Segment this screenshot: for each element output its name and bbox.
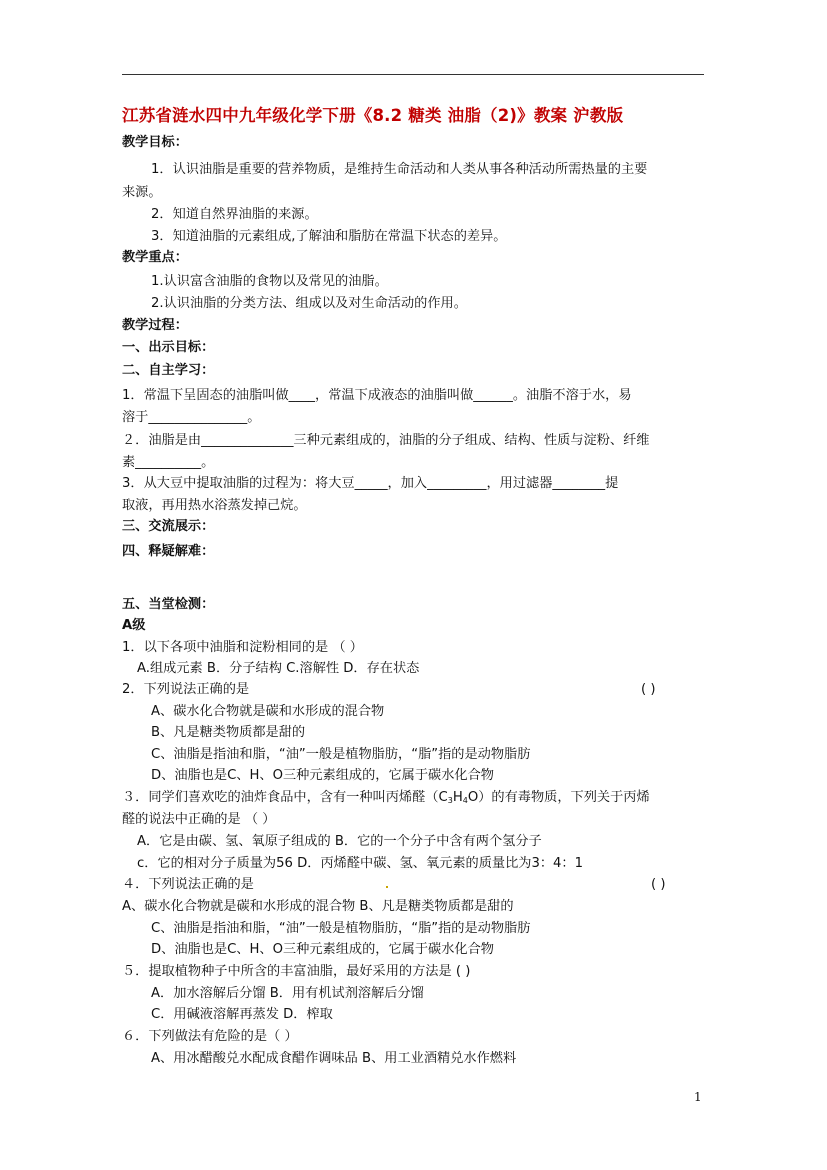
goals-heading: 教学目标： [122,135,188,150]
step-1-heading: 一、出示目标： [122,340,215,355]
question-5-options-ab: A．加水溶解后分馏 B．用有机试剂溶解后分馏 [151,986,424,1001]
question-5-options-cd: C．用碱液溶解再蒸发 D．榨取 [151,1007,333,1022]
question-1: 1．以下各项中油脂和淀粉相同的是 （ ） [122,640,363,655]
question-3-line-b: 醛的说法中正确的是 （ ） [122,812,276,827]
document-title: 江苏省涟水四中九年级化学下册《8.2 糖类 油脂（2)》教案 沪教版 [122,106,624,125]
question-4-option-d: D、油脂也是C、H、O三种元素组成的，它属于碳水化合物 [151,942,494,957]
study-item-3-line-a: 3．从大豆中提取油脂的过程为：将大豆_____，加入_________，用过滤器________提 [122,476,619,491]
goal-2: 2．知道自然界油脂的来源。 [151,207,318,222]
question-4: ４．下列说法正确的是 [122,877,254,892]
focus-2: 2.认识油脂的分类方法、组成以及对生命活动的作用。 [151,296,467,311]
step-5-heading: 五、当堂检测： [122,597,215,612]
q3-text-pre: ３．同学们喜欢吃的油炸食品中，含有一种叫丙烯醛（C [122,790,448,805]
question-6: ６．下列做法有危险的是（ ） [122,1029,298,1044]
question-3-options-ab: A．它是由碳、氢、氧原子组成的 B．它的一个分子中含有两个氢分子 [137,834,542,849]
goal-1-line-a: 1．认识油脂是重要的营养物质，是维持生命活动和人类从事各种活动所需热量的主要 [151,162,648,177]
question-2-option-b: B、凡是糖类物质都是甜的 [151,725,306,740]
page-number: 1 [694,1090,702,1104]
step-2-heading: 二、自主学习： [122,363,215,378]
focus-heading: 教学重点： [122,250,188,265]
question-4-answer-paren: ( ) [651,877,666,892]
question-2: 2．下列说法正确的是 [122,682,250,697]
study-item-2-line-a: ２．油脂是由______________三种元素组成的，油脂的分子组成、结构、性质与淀粉、纤维 [122,433,650,448]
header-rule [122,74,704,75]
question-2-option-c: C、油脂是指油和脂，“油”一般是植物脂肪，“脂”指的是动物脂肪 [151,747,531,762]
study-item-1-line-a: 1．常温下呈固态的油脂叫做____，常温下成液态的油脂叫做______。油脂不溶于水，易 [122,388,632,403]
stray-dot [386,886,388,888]
study-item-1-line-b: 溶于_______________。 [122,410,261,425]
q3-text-mid: H [452,790,463,805]
step-3-heading: 三、交流展示： [122,519,215,534]
level-label: A级 [122,618,146,633]
goal-3: 3．知道油脂的元素组成,了解油和脂肪在常温下状态的差异。 [151,229,507,244]
question-2-answer-paren: ( ) [641,682,656,697]
q3-text-post: O）的有毒物质，下列关于丙烯 [467,790,650,805]
question-6-options-ab: A、用冰醋酸兑水配成食醋作调味品 B、用工业酒精兑水作燃料 [151,1051,517,1066]
q3-subscript-carbon: 3 [447,796,453,805]
question-4-options-ab: A、碳水化合物就是碳和水形成的混合物 B、凡是糖类物质都是甜的 [122,899,514,914]
question-5: ５．提取植物种子中所含的丰富油脂，最好采用的方法是 ( ) [122,964,471,979]
question-2-option-a: A、碳水化合物就是碳和水形成的混合物 [151,704,385,719]
focus-1: 1.认识富含油脂的食物以及常见的油脂。 [151,274,388,289]
question-3-line-a [122,789,650,810]
q3-subscript-hydrogen: 4 [462,796,468,805]
study-item-3-line-b: 取液，再用热水浴蒸发掉己烷。 [122,498,307,513]
question-1-options: A.组成元素 B．分子结构 C.溶解性 D．存在状态 [137,661,420,676]
goal-1-line-b: 来源。 [122,185,162,200]
process-heading: 教学过程： [122,318,188,333]
question-2-option-d: D、油脂也是C、H、O三种元素组成的，它属于碳水化合物 [151,768,494,783]
question-3-options-cd: c．它的相对分子质量为56 D．丙烯醛中碳、氢、氧元素的质量比为3：4：1 [137,856,583,871]
study-item-2-line-b: 素__________。 [122,455,215,470]
step-4-heading: 四、释疑解难： [122,544,215,559]
question-4-option-c: C、油脂是指油和脂，“油”一般是植物脂肪，“脂”指的是动物脂肪 [151,921,531,936]
